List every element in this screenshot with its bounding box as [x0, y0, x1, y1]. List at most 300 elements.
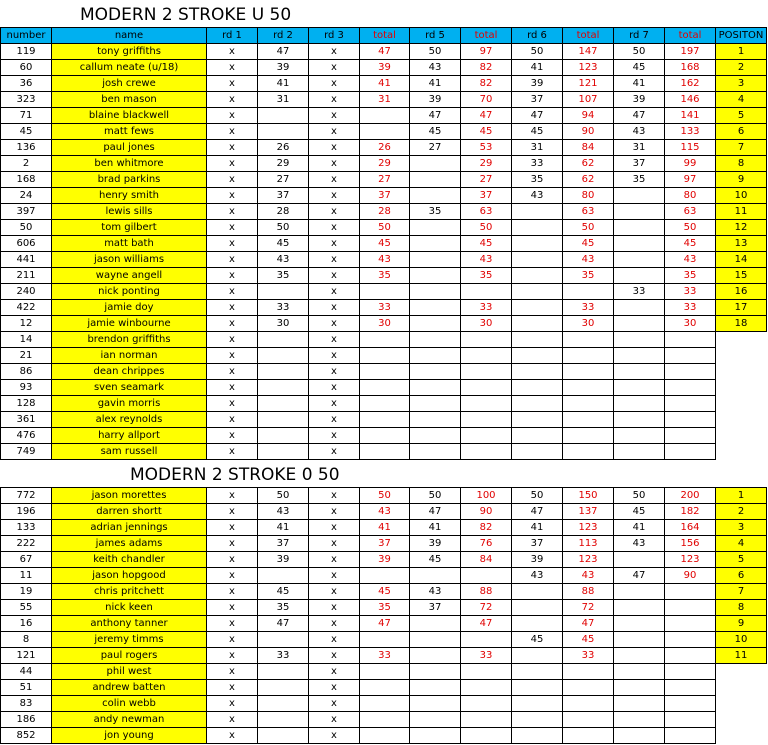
table-cell: keith chandler	[52, 552, 207, 568]
table-cell	[410, 284, 461, 300]
table-cell	[563, 380, 614, 396]
table-cell: 47	[360, 44, 410, 60]
table-cell: paul jones	[52, 140, 207, 156]
table-row	[1, 428, 767, 444]
table-cell	[614, 364, 665, 380]
table-cell	[461, 348, 512, 364]
table-cell: blaine blackwell	[52, 108, 207, 124]
table-cell: x	[309, 236, 360, 252]
table-cell: x	[207, 140, 258, 156]
table-cell	[512, 664, 563, 680]
table-cell: 146	[665, 92, 716, 108]
table-cell	[410, 316, 461, 332]
table-cell	[563, 284, 614, 300]
table-cell: 476	[1, 428, 52, 444]
table-cell: x	[309, 156, 360, 172]
column-header: rd 5	[410, 28, 461, 44]
table-cell	[258, 632, 309, 648]
table-cell: 82	[461, 60, 512, 76]
table-cell: x	[309, 348, 360, 364]
table-cell	[563, 348, 614, 364]
table-cell: 37	[258, 536, 309, 552]
table-cell: 50	[665, 220, 716, 236]
table-cell: paul rogers	[52, 648, 207, 664]
table-cell: 31	[258, 92, 309, 108]
table-cell: 35	[614, 172, 665, 188]
table-cell	[614, 252, 665, 268]
table-cell: 168	[665, 60, 716, 76]
table-cell	[461, 396, 512, 412]
table-cell	[716, 664, 767, 680]
table-cell: 3	[716, 76, 767, 92]
table-cell: 88	[563, 584, 614, 600]
column-header: rd 3	[309, 28, 360, 44]
table-cell: 55	[1, 600, 52, 616]
table-cell: 18	[716, 316, 767, 332]
table-cell: 45	[1, 124, 52, 140]
table-cell: x	[309, 364, 360, 380]
table-cell: x	[309, 172, 360, 188]
table-cell	[410, 444, 461, 460]
table-cell: darren shortt	[52, 504, 207, 520]
table-cell: 14	[1, 332, 52, 348]
table-cell: x	[309, 412, 360, 428]
table-cell	[461, 696, 512, 712]
table-cell: x	[207, 44, 258, 60]
column-header: total	[563, 28, 614, 44]
table-cell	[716, 348, 767, 364]
table-cell: 33	[461, 648, 512, 664]
table-cell: x	[309, 584, 360, 600]
table-cell	[614, 696, 665, 712]
table-cell: lewis sills	[52, 204, 207, 220]
table-cell	[665, 364, 716, 380]
table-cell	[614, 236, 665, 252]
table-cell: 93	[1, 380, 52, 396]
table-cell: x	[309, 76, 360, 92]
table-cell: 45	[512, 124, 563, 140]
table-cell	[410, 632, 461, 648]
table-cell	[614, 584, 665, 600]
table-cell: 53	[461, 140, 512, 156]
table-cell: 1	[716, 44, 767, 60]
table-cell: 45	[512, 632, 563, 648]
table-cell: 41	[512, 60, 563, 76]
table-cell: x	[207, 236, 258, 252]
table-cell	[512, 364, 563, 380]
table-cell: 240	[1, 284, 52, 300]
table-row	[1, 648, 767, 664]
table-cell: 8	[716, 156, 767, 172]
table-cell	[614, 648, 665, 664]
table-row	[1, 380, 767, 396]
column-header: rd 2	[258, 28, 309, 44]
table-row	[1, 680, 767, 696]
table-cell	[614, 552, 665, 568]
table-cell: 422	[1, 300, 52, 316]
table-cell: 12	[1, 316, 52, 332]
table-cell	[410, 252, 461, 268]
table-cell: x	[309, 600, 360, 616]
table-cell	[360, 428, 410, 444]
table-cell: 37	[410, 600, 461, 616]
table-row	[1, 140, 767, 156]
table-cell: x	[309, 536, 360, 552]
table-cell: x	[309, 60, 360, 76]
table-cell	[258, 332, 309, 348]
table-cell: josh crewe	[52, 76, 207, 92]
table-cell	[665, 380, 716, 396]
table-cell	[665, 696, 716, 712]
table-cell: 47	[512, 504, 563, 520]
table-cell: x	[309, 728, 360, 744]
table-cell	[360, 632, 410, 648]
table-cell: 50	[461, 220, 512, 236]
table-cell: 136	[1, 140, 52, 156]
table-cell: x	[207, 188, 258, 204]
table-cell: 150	[563, 488, 614, 504]
table-cell: 29	[360, 156, 410, 172]
table-row	[1, 316, 767, 332]
table-cell	[461, 284, 512, 300]
table-cell	[716, 332, 767, 348]
table-cell: 37	[512, 536, 563, 552]
table-cell	[410, 696, 461, 712]
table-cell: 37	[461, 188, 512, 204]
table-cell: 361	[1, 412, 52, 428]
table-cell: 82	[461, 520, 512, 536]
table-cell: jason hopgood	[52, 568, 207, 584]
table-row	[1, 520, 767, 536]
table-cell: james adams	[52, 536, 207, 552]
table-cell: matt fews	[52, 124, 207, 140]
table-cell: tom gilbert	[52, 220, 207, 236]
table-cell	[512, 332, 563, 348]
table-cell: x	[207, 536, 258, 552]
table-cell	[360, 284, 410, 300]
table-cell: 113	[563, 536, 614, 552]
table-cell: x	[309, 552, 360, 568]
table-cell: x	[207, 664, 258, 680]
table-cell	[461, 444, 512, 460]
table-cell	[716, 680, 767, 696]
table-row	[1, 76, 767, 92]
table-cell: x	[309, 108, 360, 124]
table-cell: 182	[665, 504, 716, 520]
table-cell: x	[309, 488, 360, 504]
table-cell	[410, 680, 461, 696]
table-row	[1, 284, 767, 300]
table-cell: 47	[614, 568, 665, 584]
table-cell: 63	[563, 204, 614, 220]
table-cell	[258, 412, 309, 428]
table-cell: 156	[665, 536, 716, 552]
table-row	[1, 632, 767, 648]
table-cell: 50	[512, 488, 563, 504]
table-cell: 45	[410, 552, 461, 568]
table-row	[1, 584, 767, 600]
table-cell	[512, 220, 563, 236]
table-cell	[512, 712, 563, 728]
table-cell	[512, 648, 563, 664]
table-cell: x	[207, 124, 258, 140]
table-cell	[512, 252, 563, 268]
table-cell: 43	[614, 124, 665, 140]
table-cell: 121	[563, 76, 614, 92]
table-cell	[614, 396, 665, 412]
table-row	[1, 156, 767, 172]
table-cell	[716, 712, 767, 728]
table-cell: 37	[614, 156, 665, 172]
table-cell: 47	[258, 44, 309, 60]
table-cell: 13	[716, 236, 767, 252]
table-cell	[410, 568, 461, 584]
table-cell: colin webb	[52, 696, 207, 712]
table-cell: x	[309, 396, 360, 412]
table-cell: 36	[1, 76, 52, 92]
table-cell	[512, 268, 563, 284]
table-cell: 47	[258, 616, 309, 632]
table-cell: 94	[563, 108, 614, 124]
table-cell: 37	[360, 536, 410, 552]
table-cell: 123	[665, 552, 716, 568]
table-cell: 43	[512, 568, 563, 584]
table-cell: 137	[563, 504, 614, 520]
table-cell: 35	[461, 268, 512, 284]
table-cell: 72	[563, 600, 614, 616]
table-cell	[410, 728, 461, 744]
table-cell: x	[207, 252, 258, 268]
table-cell	[614, 204, 665, 220]
table-cell: x	[207, 696, 258, 712]
table-cell: 50	[410, 44, 461, 60]
table-cell: 15	[716, 268, 767, 284]
table-row	[1, 300, 767, 316]
table-row	[1, 172, 767, 188]
table-cell: 67	[1, 552, 52, 568]
table-cell: 82	[461, 76, 512, 92]
table-cell: 35	[258, 268, 309, 284]
table-row	[1, 728, 767, 744]
table-cell: 50	[1, 220, 52, 236]
table-cell: 33	[665, 284, 716, 300]
table-cell: 47	[360, 616, 410, 632]
table-cell: 70	[461, 92, 512, 108]
column-header: name	[52, 28, 207, 44]
table-cell: nick ponting	[52, 284, 207, 300]
table-cell	[665, 600, 716, 616]
table-cell	[461, 412, 512, 428]
table-row	[1, 188, 767, 204]
table-cell: 4	[716, 92, 767, 108]
table-row	[1, 44, 767, 60]
table-cell: x	[309, 696, 360, 712]
table-cell: x	[309, 428, 360, 444]
table-cell: 35	[665, 268, 716, 284]
table-row	[1, 364, 767, 380]
table-cell: 11	[716, 204, 767, 220]
table-cell: x	[309, 568, 360, 584]
table-cell	[665, 584, 716, 600]
table-cell	[716, 444, 767, 460]
table-cell: 30	[563, 316, 614, 332]
table-cell: andy newman	[52, 712, 207, 728]
table-cell: 62	[563, 156, 614, 172]
table-cell: x	[207, 680, 258, 696]
table-cell: x	[207, 728, 258, 744]
table-cell: 123	[563, 520, 614, 536]
table-cell: 97	[461, 44, 512, 60]
table-cell: 90	[563, 124, 614, 140]
table-cell: 4	[716, 536, 767, 552]
table-cell: 50	[614, 488, 665, 504]
table-cell: x	[309, 44, 360, 60]
table-cell	[410, 664, 461, 680]
table-cell: 19	[1, 584, 52, 600]
table-cell: 43	[258, 252, 309, 268]
table-cell: x	[309, 284, 360, 300]
table-cell	[614, 316, 665, 332]
table-cell: 33	[563, 648, 614, 664]
table-cell: 26	[258, 140, 309, 156]
table-cell	[614, 332, 665, 348]
table-cell: 33	[258, 300, 309, 316]
table-cell: 164	[665, 520, 716, 536]
table-cell: phil west	[52, 664, 207, 680]
table-cell: 9	[716, 616, 767, 632]
table-cell: 43	[410, 584, 461, 600]
table-row	[1, 616, 767, 632]
table-cell: x	[207, 108, 258, 124]
table-cell: 45	[563, 236, 614, 252]
table-cell: x	[207, 268, 258, 284]
table-cell	[614, 380, 665, 396]
table-cell: x	[309, 252, 360, 268]
column-header: total	[665, 28, 716, 44]
table-cell	[512, 380, 563, 396]
table-cell: x	[207, 504, 258, 520]
table-cell	[360, 444, 410, 460]
table-cell: 39	[614, 92, 665, 108]
table-cell: 39	[258, 552, 309, 568]
table-cell: 43	[614, 536, 665, 552]
table-cell	[258, 380, 309, 396]
table-cell	[512, 316, 563, 332]
table-cell	[258, 124, 309, 140]
table-row	[1, 712, 767, 728]
table-cell	[410, 412, 461, 428]
table-cell: 7	[716, 140, 767, 156]
table-cell	[665, 680, 716, 696]
table-cell: x	[207, 396, 258, 412]
table-cell	[614, 444, 665, 460]
table-cell: 37	[258, 188, 309, 204]
table-cell: jon young	[52, 728, 207, 744]
table-row	[1, 348, 767, 364]
table-cell: 63	[461, 204, 512, 220]
table-cell: 63	[665, 204, 716, 220]
table-cell: 9	[716, 172, 767, 188]
table-cell	[258, 712, 309, 728]
table-cell: 33	[563, 300, 614, 316]
table-row	[1, 92, 767, 108]
table-cell	[563, 444, 614, 460]
table-cell: 119	[1, 44, 52, 60]
table-cell	[461, 664, 512, 680]
table-cell: x	[207, 204, 258, 220]
table-cell: x	[207, 616, 258, 632]
table-cell	[360, 696, 410, 712]
table-cell	[614, 600, 665, 616]
table-cell: 39	[360, 552, 410, 568]
table-cell: 2	[716, 504, 767, 520]
table-cell: 133	[1, 520, 52, 536]
table-cell: 35	[360, 268, 410, 284]
table-cell: x	[309, 140, 360, 156]
table-cell	[258, 284, 309, 300]
table-cell: jeremy timms	[52, 632, 207, 648]
table-cell: 45	[665, 236, 716, 252]
table-cell	[360, 680, 410, 696]
table-cell	[512, 300, 563, 316]
table-cell: 39	[258, 60, 309, 76]
table-cell: x	[207, 428, 258, 444]
results-table-u50	[0, 27, 767, 460]
table-cell: x	[309, 380, 360, 396]
table-cell	[512, 348, 563, 364]
table-cell: 10	[716, 188, 767, 204]
table-row	[1, 444, 767, 460]
table-cell	[512, 236, 563, 252]
table-cell: 133	[665, 124, 716, 140]
table-cell: 14	[716, 252, 767, 268]
table-cell	[563, 680, 614, 696]
table-cell: x	[309, 204, 360, 220]
table-cell: x	[309, 520, 360, 536]
table-cell: 45	[563, 632, 614, 648]
table-cell	[614, 412, 665, 428]
table-cell	[563, 712, 614, 728]
table-cell: 80	[665, 188, 716, 204]
table-cell: x	[207, 316, 258, 332]
table-cell	[258, 364, 309, 380]
table-cell	[461, 728, 512, 744]
table-cell: 147	[563, 44, 614, 60]
table-cell: x	[207, 600, 258, 616]
table-cell: x	[207, 284, 258, 300]
table-cell	[614, 712, 665, 728]
table-cell: 123	[563, 552, 614, 568]
table-cell	[512, 696, 563, 712]
table-cell	[410, 616, 461, 632]
table-cell	[410, 156, 461, 172]
table-cell: 47	[410, 108, 461, 124]
table-cell: 29	[461, 156, 512, 172]
table-cell: anthony tanner	[52, 616, 207, 632]
table-cell: 43	[665, 252, 716, 268]
table-cell	[360, 348, 410, 364]
table-cell	[410, 364, 461, 380]
table-cell: 60	[1, 60, 52, 76]
table-cell: henry smith	[52, 188, 207, 204]
table-cell	[665, 412, 716, 428]
table-cell: x	[207, 332, 258, 348]
table-cell: x	[309, 648, 360, 664]
table-cell: 35	[410, 204, 461, 220]
table-cell	[563, 664, 614, 680]
table-cell	[716, 380, 767, 396]
table-cell: 27	[461, 172, 512, 188]
